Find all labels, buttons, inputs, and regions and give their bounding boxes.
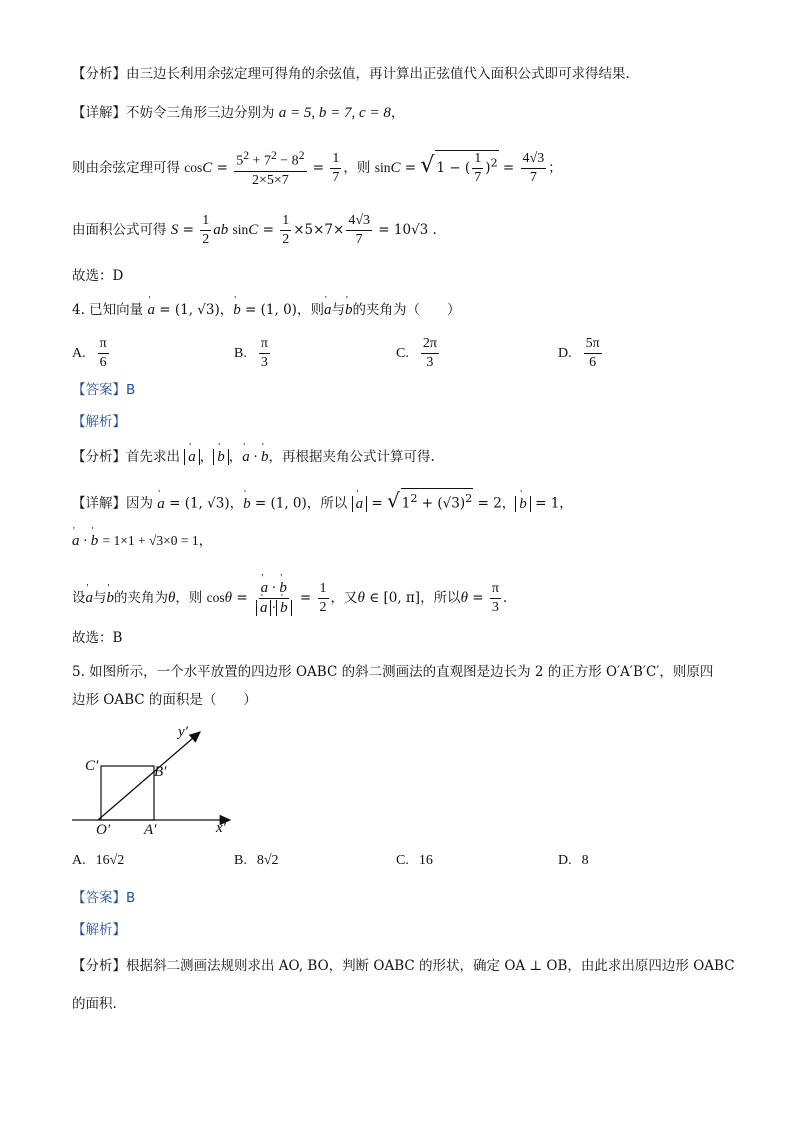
area-prefix: 由面积公式可得 [72,222,167,238]
label-o: O′ [96,822,111,838]
q4-option-b[interactable] [234,336,272,371]
detail-text-a: 因为 [126,495,153,512]
square-oabc [101,766,154,820]
angle-also: ，又 [330,590,358,606]
option-value: 16 [418,853,433,868]
option-label: D. [558,853,572,868]
q4-option-a[interactable] [72,336,111,371]
option-num: 5π [584,336,602,354]
q4-option-d[interactable] [558,336,604,371]
analysis-text-1: 根据斜二测画法规则求出 AO, BO，判断 OABC 的形状，确定 OA ⊥ OB，由此求出原四边形 OABC [126,958,735,974]
detail-line-q3: 【详解】不妨令三角形三边分别为 a = 5, b = 7, c = 8， [72,105,405,121]
analysis-text-b: ，再根据夹角公式计算可得. [268,449,435,465]
sin-radicand: 1 − ( $\frac{1}{7}$ )$^2$ [436,150,498,185]
option-label: A. [72,853,86,868]
option-den: 6 [589,355,597,370]
sides-equation: a = 5, b = 7, c = 8 [278,105,391,121]
q5-option-d[interactable] [558,853,589,869]
detail-text: 不妨令三角形三边分别为 [126,105,275,121]
q4-answer-tag: 【答案】B [72,382,136,398]
angle-mid: 的夹角为 [114,590,168,606]
option-label: B. [234,853,247,868]
cos-formula-line: 则由余弦定理可得 cosC = $\frac{5^2 + 7^2 - 8^2}{2\times 5\times 7}$ = $\frac{1}{7}$ ，则 sinC = √ 1 − ( $\frac{1}{7}$ )$^2$ = $\frac{4√3}{7}$ ； [72,149,562,188]
label-y: y′ [178,724,188,740]
q4-detail-line: 【详解】因为 ' a = (1, √3)，' b = (1, 0)，所以 ' a = √ $1^2 + (√3)^2 = 2$，' b = 1， [72,488,573,514]
label-b: B′ [154,764,167,780]
q5-option-c[interactable] [396,853,433,869]
detail-text-b: ，所以 [306,495,348,512]
analysis-text-a: 首先求出 [126,449,180,465]
q5-stem-line-1: 5. 如图所示，一个水平放置的四边形 OABC 的斜二测画法的直观图是边长为 2 的正方形 O′A′B′C′，则原四 [72,664,714,680]
q4-stem: 4. 已知向量 [72,302,144,318]
label-c: C′ [85,758,99,774]
y-axis-diagonal [98,732,200,820]
q4-dot-product-line: ' a · ' b = 1×1 + √3×0 = 1， [72,531,212,551]
detail-tag: 【详解】 [72,495,126,512]
label-x: x′ [216,820,226,836]
option-value: 16√2 [95,853,125,868]
q5-jiexi-tag: 【解析】 [72,922,126,938]
answer-q3: 故选：D [72,268,124,284]
q5-analysis-line-1 [72,956,735,976]
question-4-stem: 4. 已知向量 ' a = (1, √3)，' b = (1, 0)，则' a与' b的夹角为（ ） [72,300,460,320]
dot-product-value: = 1×1 + √3×0 = 1 [102,533,199,548]
q5-option-a[interactable] [72,853,124,869]
option-label: D. [558,345,572,361]
label-a: A′ [144,822,157,838]
q5-stem-line-2: 边形 OABC 的面积是（ ） [72,692,257,708]
q5-analysis-line-2: 的面积. [72,996,117,1012]
cos-prefix: 则由余弦定理可得 [72,159,180,176]
option-den: 3 [426,355,434,370]
cos-value: $\frac{1}{7}$ [332,150,340,185]
oblique-projection-figure [68,718,248,843]
option-label: C. [396,345,409,361]
area-formula-line: 由面积公式可得 S = $\frac{1}{2}$ ab sinC = $\frac{1}{2}$ ×5×7× $\frac{4√3}{7}$ = 10√3 . [72,213,437,247]
cos-fraction: $\frac{5^2 + 7^2 - 8^2}{2\times 5\times 7}$ [236,149,305,188]
detail-tag: 【详解】 [72,105,126,121]
q4-stem-end: 的夹角为（ ） [352,302,461,318]
option-label: B. [234,345,247,361]
q4-answer: 故选：B [72,630,123,646]
option-num: 2π [421,336,439,354]
option-label: A. [72,345,86,361]
analysis-line-q3 [72,64,630,84]
option-den: 6 [99,355,107,370]
option-num: π [259,336,270,354]
q5-answer-tag: 【答案】B [72,890,136,906]
analysis-tag: 【分析】 [72,958,126,974]
option-label: C. [396,853,409,868]
q4-analysis-line: 【分析】首先求出 ' a ，' b ，' a · ' b，再根据夹角公式计算可得. [72,447,435,467]
option-den: 3 [260,355,268,370]
q5-option-b[interactable] [234,853,279,869]
analysis-tag: 【分析】 [72,66,126,82]
analysis-tag: 【分析】 [72,449,126,465]
option-value: 8 [581,853,589,868]
angle-so: ，所以 [420,590,461,606]
analysis-text: 由三边长利用余弦定理可得角的余弦值，再计算出正弦值代入面积公式即可求得结果. [126,66,630,82]
q4-angle-line: 设' a与' b的夹角为θ，则 cosθ = ' a · ' b ' a ·' b = $\frac{1}{2}$ ，又θ ∈ [0, π]，所以θ = $\frac{\pi}{3}$ . [72,580,507,617]
option-num: π [98,336,109,354]
angle-prefix: 设 [72,590,86,606]
q4-option-c[interactable] [396,336,441,371]
option-value: 8√2 [256,853,279,868]
q4-stem-mid: ，则 [296,302,324,318]
angle-then: ，则 [175,590,203,606]
sin-prefix: ，则 [343,159,371,176]
q4-jiexi-tag: 【解析】 [72,414,126,430]
sin-value: $\frac{4√3}{7}$ [522,150,545,185]
